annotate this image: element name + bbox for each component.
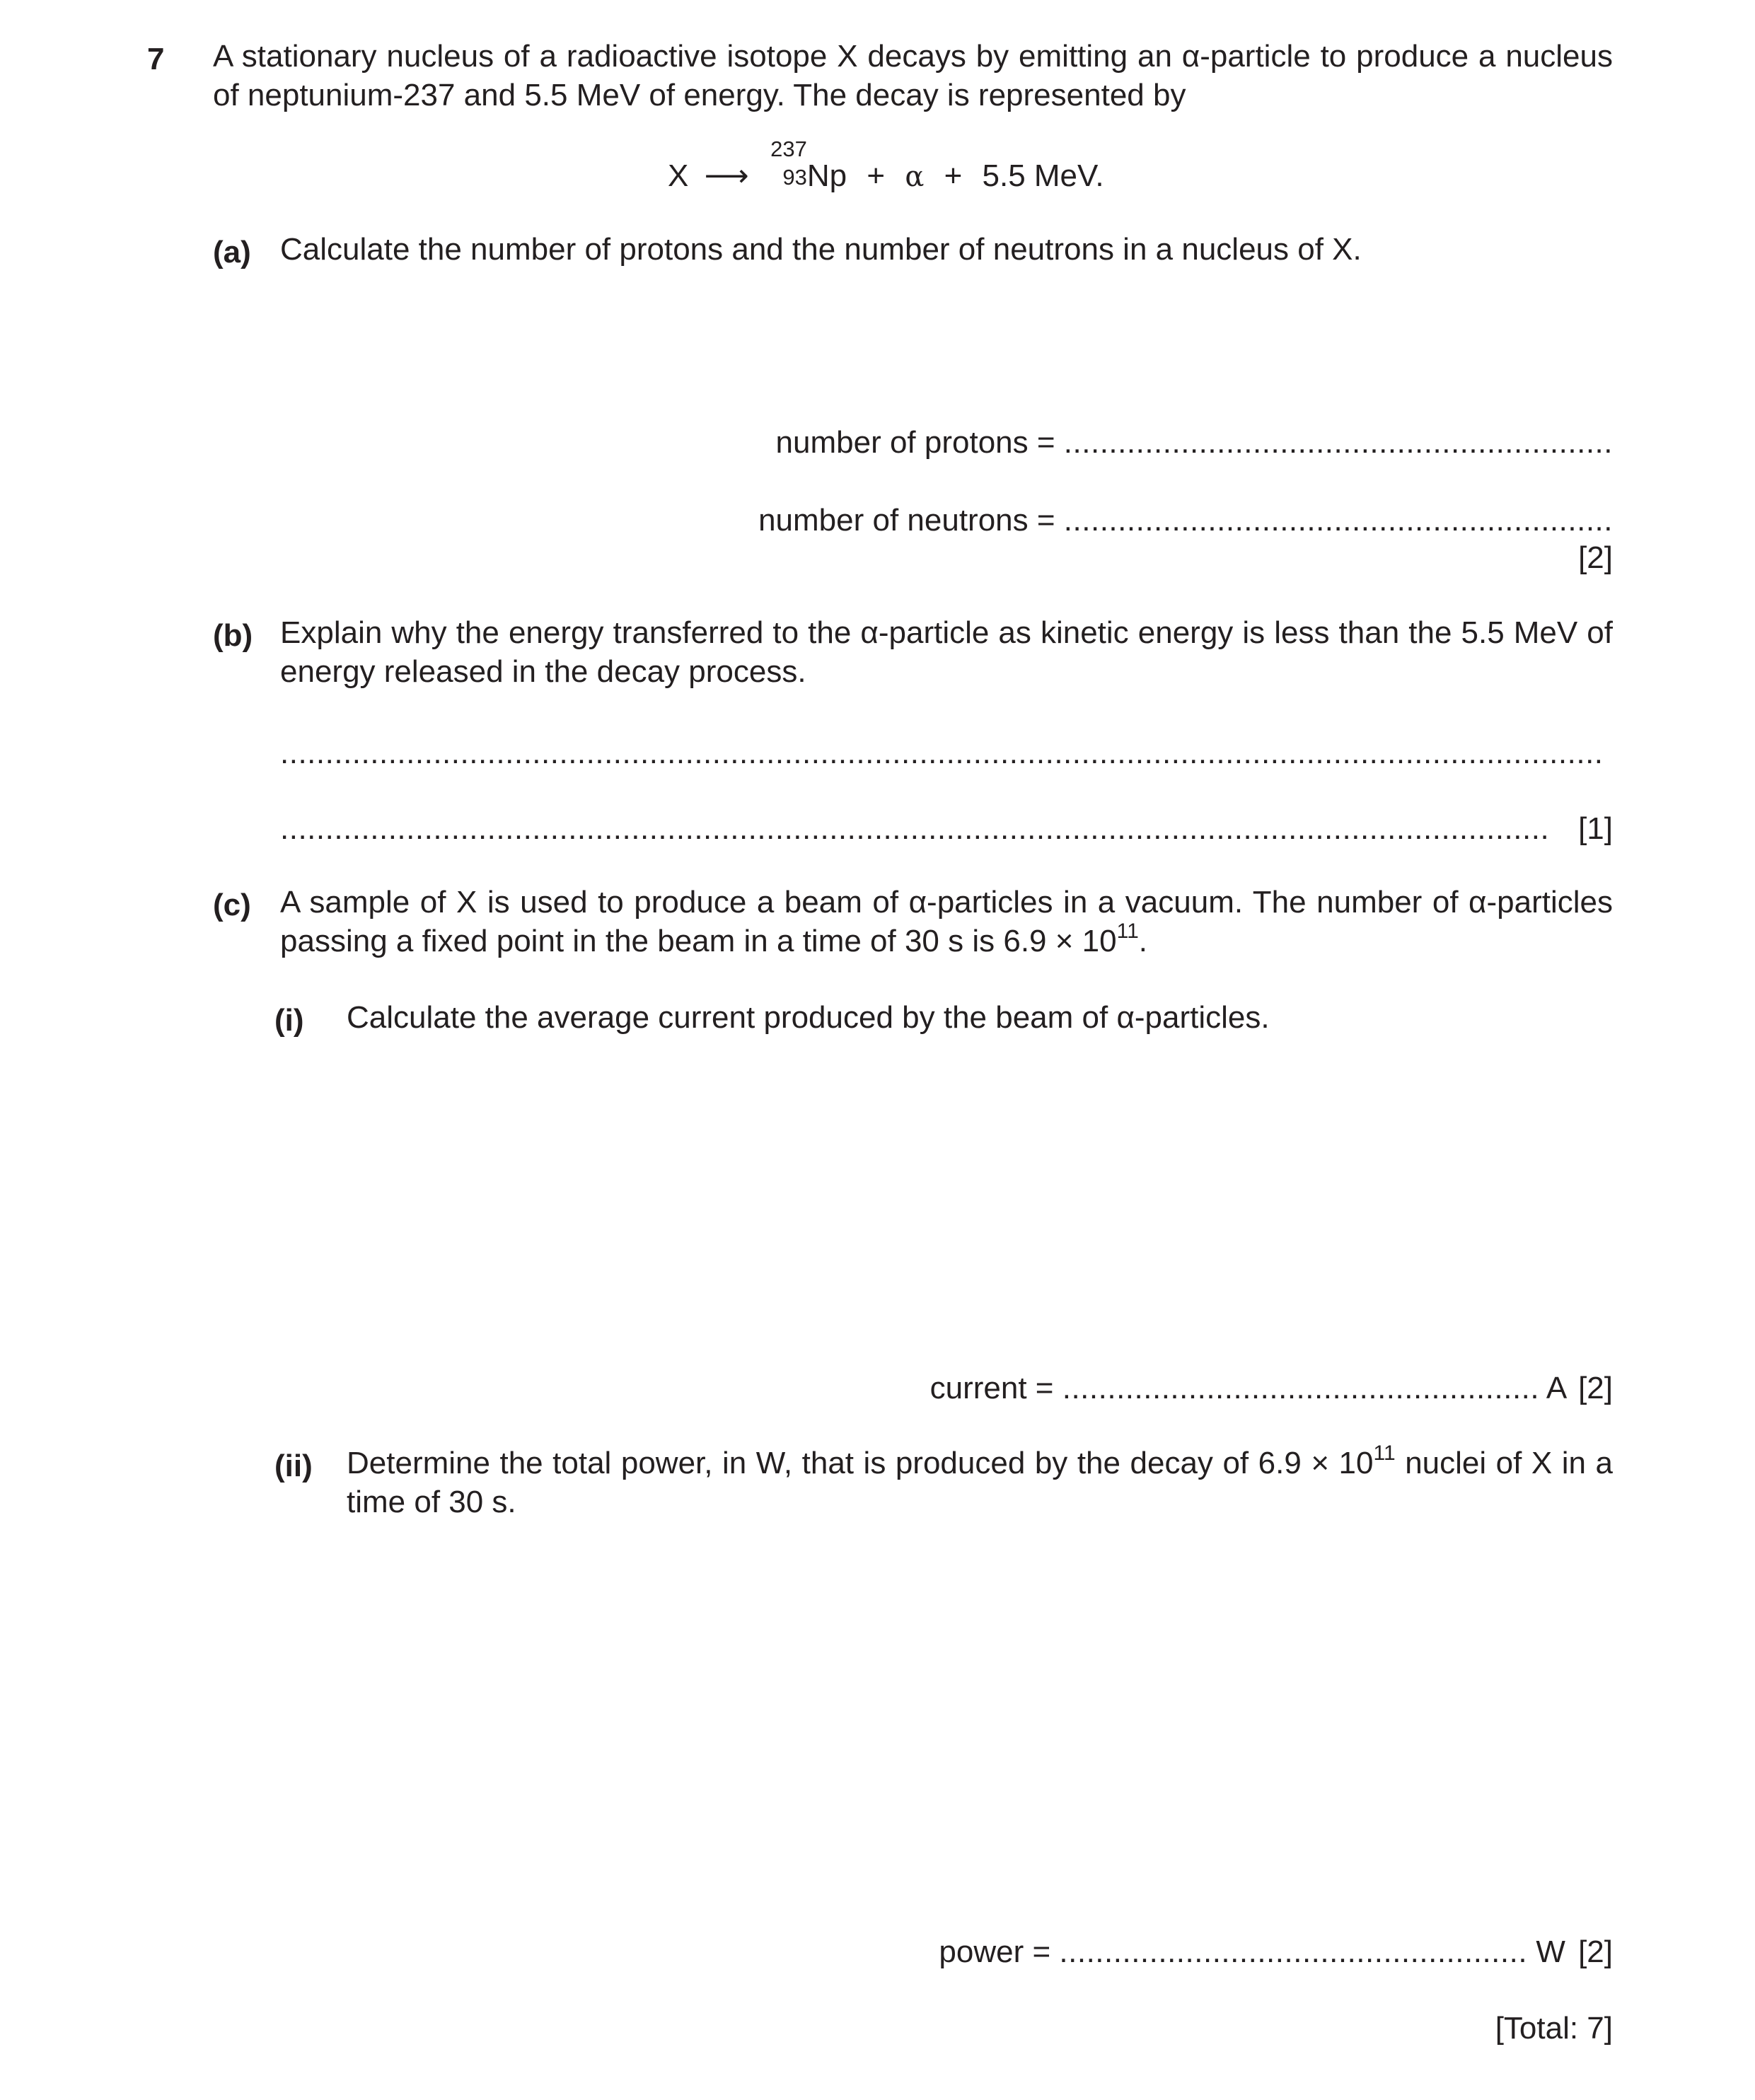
current-unit: A	[1546, 1371, 1565, 1405]
part-b-answer-line-1[interactable]: ...................................................................................................................................................	[280, 736, 1604, 770]
neutrons-answer-field[interactable]: .............................................................	[1063, 503, 1613, 538]
part-c-text-main: A sample of X is used to produce a beam of α-particles in a vacuum. The number of α-particles passing a fixed point in the beam in a time of 30 s is 6.9 × 10	[280, 885, 1613, 958]
protons-answer-field[interactable]: .............................................................	[1063, 425, 1613, 460]
power-answer-field[interactable]: ....................................................	[1059, 1934, 1528, 1969]
part-b-answer-field[interactable]: .............................................................................................................................................	[280, 811, 1550, 846]
alpha-symbol: α	[905, 161, 925, 193]
part-a-text: Calculate the number of protons and the number of neutrons in a nucleus of X.	[280, 232, 1362, 267]
part-c-ii-text	[347, 1441, 1613, 1521]
part-c-i-marks: [2]	[1578, 1371, 1613, 1405]
part-c-text	[280, 883, 1613, 961]
part-b-marks: [1]	[1571, 809, 1613, 848]
protons-label: number of protons =	[775, 425, 1055, 460]
current-answer-field[interactable]: .....................................................	[1062, 1371, 1540, 1405]
part-c-text-end: .	[1138, 924, 1147, 958]
question-stem: A stationary nucleus of a radioactive isotope X decays by emitting an α-particle to produce a nucleus of neptunium-237 and 5.5 MeV of energy. The decay is represented by	[213, 39, 1613, 112]
part-c-i-text: Calculate the average current produced by the beam of α-particles.	[347, 1000, 1270, 1035]
atomic-number: 93	[782, 165, 807, 190]
part-a-marks: [2]	[1578, 540, 1613, 575]
neutrons-label: number of neutrons =	[758, 503, 1055, 538]
mass-number: 237	[770, 137, 807, 161]
part-c-ii-text-end: nuclei of X in a time of 30 s.	[347, 1446, 1613, 1519]
part-b-text: Explain why the energy transferred to the α-particle as kinetic energy is less than the 5.5 MeV of energy released in the decay process.	[280, 615, 1613, 689]
part-c-ii-marks: [2]	[1578, 1934, 1613, 1969]
part-c-ii-exponent: 11	[1373, 1441, 1396, 1465]
part-c-exponent: 11	[1116, 920, 1139, 943]
protons-answer-line	[776, 423, 1613, 462]
current-label: current =	[929, 1371, 1054, 1405]
part-a-label: (a)	[213, 235, 251, 269]
question-number: 7	[147, 42, 165, 76]
part-c-ii-label: (ii)	[274, 1449, 313, 1483]
part-b-label: (b)	[213, 618, 253, 653]
part-c-ii-text-main: Determine the total power, in W, that is produced by the decay of 6.9 × 10	[347, 1446, 1374, 1480]
plus-sign: +	[867, 158, 886, 193]
part-c-label: (c)	[213, 888, 251, 922]
plus-sign: +	[944, 158, 963, 193]
power-unit: W	[1536, 1934, 1565, 1969]
parent-nucleus: X	[668, 158, 689, 193]
total-marks: [Total: 7]	[1495, 2011, 1613, 2046]
energy-value: 5.5 MeV.	[982, 158, 1104, 193]
part-b-answer-line-2	[280, 809, 1613, 848]
product-nucleus: Np	[806, 158, 847, 193]
part-c-i-label: (i)	[274, 1003, 304, 1038]
arrow-icon: ⟶	[704, 158, 749, 193]
nuclide-notation	[765, 137, 807, 190]
current-answer-line	[930, 1369, 1613, 1408]
power-label: power =	[939, 1934, 1051, 1969]
power-answer-line	[939, 1932, 1613, 1971]
decay-equation	[668, 137, 1104, 195]
neutrons-answer-line	[758, 501, 1613, 540]
